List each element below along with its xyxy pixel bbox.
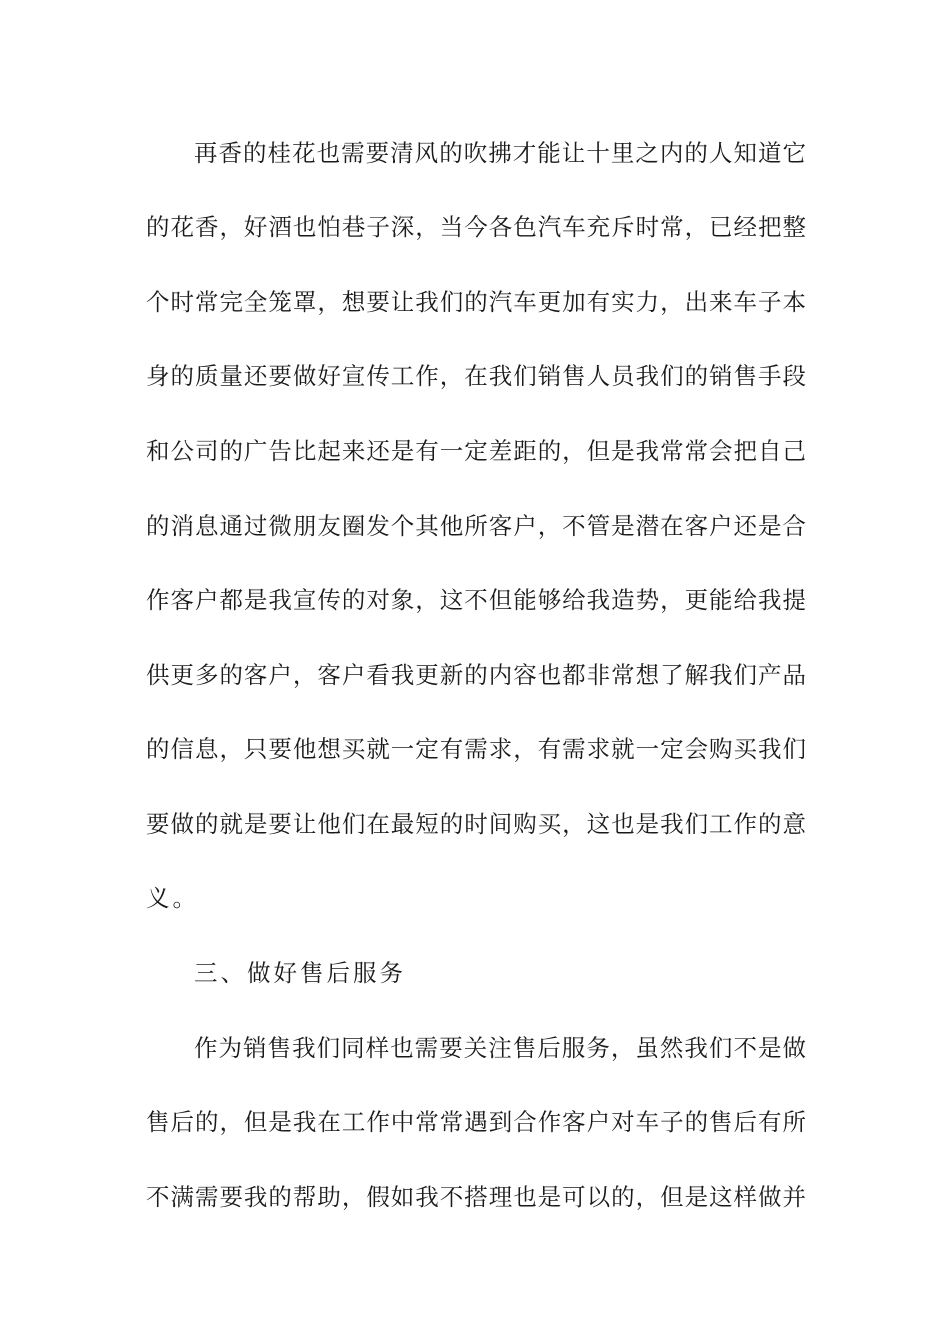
paragraph-1-line-1: 再香的桂花也需要清风的吹拂才能让十里之内的人知道它 [194, 139, 806, 167]
paragraph-2-line-2: 售后的，但是我在工作中常常遇到合作客户对车子的售后有所 [146, 1108, 806, 1136]
paragraph-1-line-8: 供更多的客户，客户看我更新的内容也都非常想了解我们产品 [146, 661, 806, 689]
section-heading: 三、做好售后服务 [194, 959, 406, 987]
paragraph-2-line-1: 作为销售我们同样也需要关注售后服务，虽然我们不是做 [194, 1034, 806, 1062]
paragraph-1-line-2: 的花香，好酒也怕巷子深，当今各色汽车充斥时常，已经把整 [146, 213, 806, 241]
paragraph-1-line-4: 身的质量还要做好宣传工作，在我们销售人员我们的销售手段 [146, 362, 806, 390]
paragraph-1-line-6: 的消息通过微朋友圈发个其他所客户，不管是潜在客户还是合 [146, 512, 806, 540]
paragraph-1-line-9: 的信息，只要他想买就一定有需求，有需求就一定会购买我们 [146, 735, 806, 763]
paragraph-1-line-10: 要做的就是要让他们在最短的时间购买，这也是我们工作的意 [146, 810, 806, 838]
paragraph-1-line-3: 个时常完全笼罩，想要让我们的汽车更加有实力，出来车子本 [146, 288, 806, 316]
paragraph-1-line-5: 和公司的广告比起来还是有一定差距的，但是我常常会把自己 [146, 437, 806, 465]
paragraph-1-line-11: 义。 [146, 884, 199, 912]
paragraph-2-line-3: 不满需要我的帮助，假如我不搭理也是可以的，但是这样做并 [146, 1183, 806, 1211]
paragraph-1-line-7: 作客户都是我宣传的对象，这不但能够给我造势，更能给我提 [146, 586, 806, 614]
